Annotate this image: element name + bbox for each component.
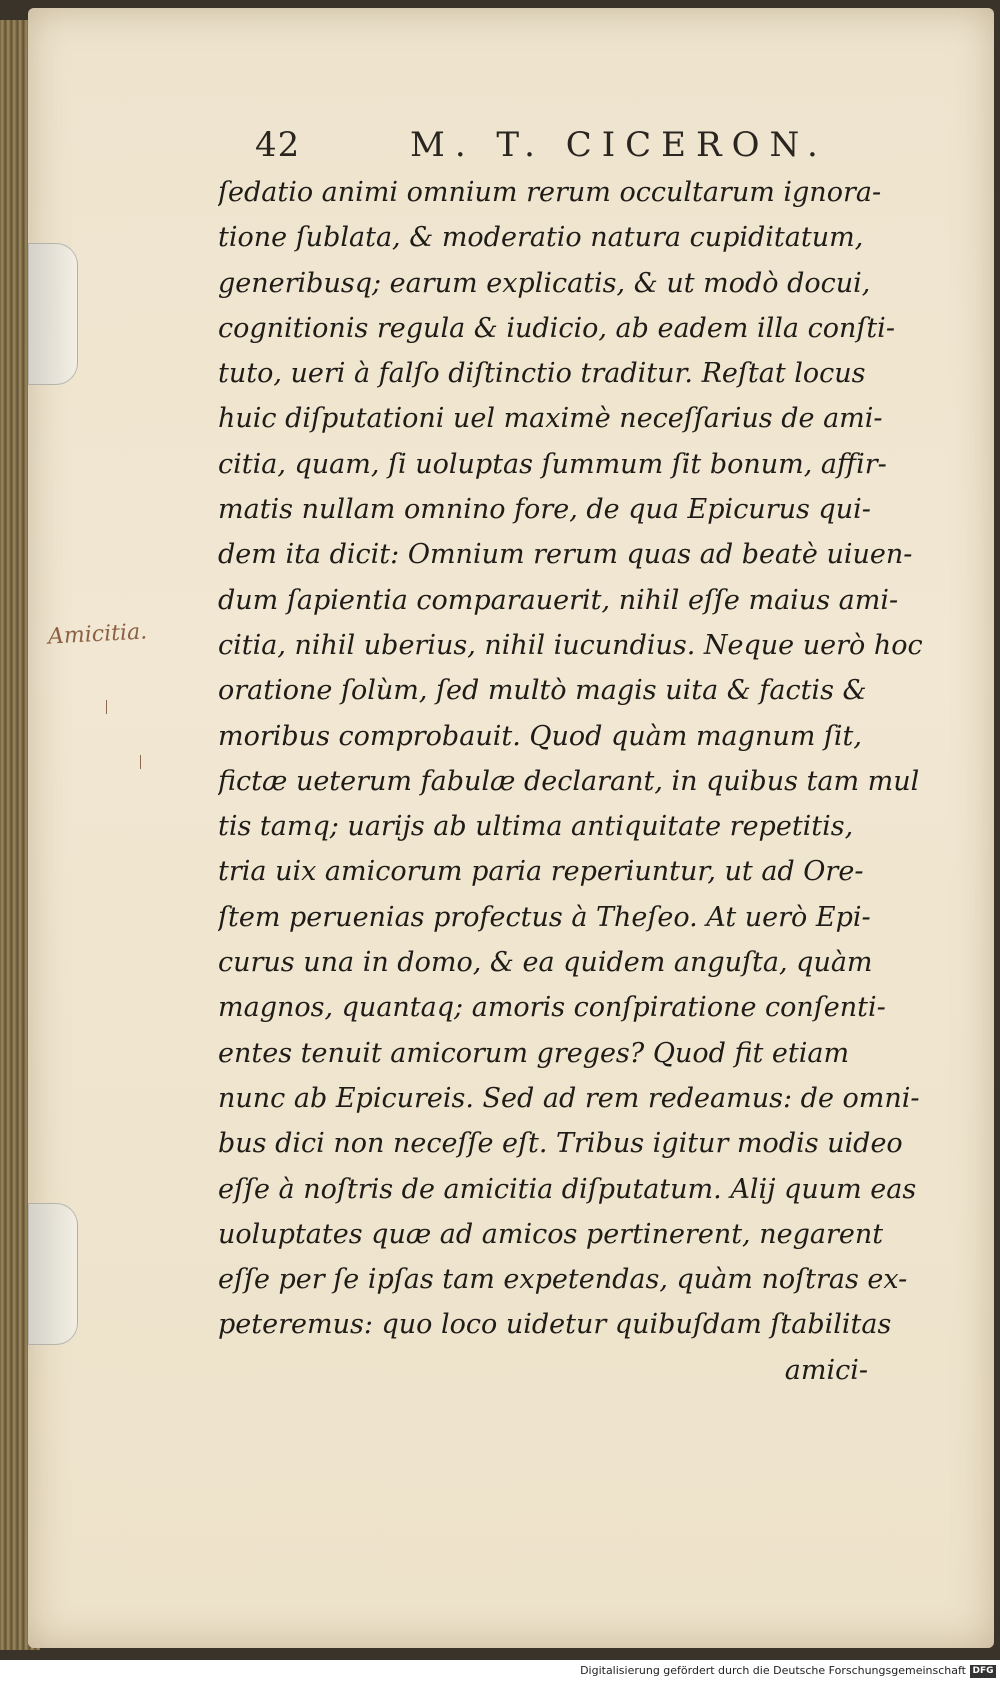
text-line: oratione ſolùm, ſed multò magis uita & factis &: [218, 675, 867, 707]
text-line: huic diſputationi uel maximè neceſſarius de ami-: [218, 403, 883, 435]
text-line: fictæ ueterum fabulæ declarant, in quibus tam mul: [218, 765, 920, 797]
text-line: nunc ab Epicureis. Sed ad rem redeamus: de omni-: [218, 1082, 920, 1114]
text-line: moribus comprobauit. Quod quàm magnum ſit,: [218, 720, 862, 752]
page-header: [255, 125, 828, 175]
text-line: eſſe per ſe ipſas tam expetendas, quàm noſtras ex-: [218, 1264, 908, 1296]
text-line: tuto, ueri à falſo diſtinctio traditur. Reſtat locus: [218, 358, 866, 390]
dfg-logo: DFG: [970, 1665, 996, 1678]
margin-mark: [140, 755, 141, 769]
body-text: [218, 170, 938, 1393]
text-line: citia, nihil uberius, nihil iucundius. Neque uerò hoc: [218, 629, 923, 661]
text-line: tis tamq; uarijs ab ultima antiquitate repetitis,: [218, 811, 854, 843]
text-line: tria uix amicorum paria reperiuntur, ut ad Ore-: [218, 856, 864, 888]
text-line: citia, quam, ſi uoluptas ſummum ſit bonum, affir-: [218, 448, 887, 480]
text-line: magnos, quantaq; amoris conſpiratione conſenti-: [218, 992, 886, 1024]
text-line: tione ſublata, & moderatio natura cupiditatum,: [218, 222, 864, 254]
text-line: dum ſapientia comparauerit, nihil eſſe maius ami-: [218, 584, 899, 616]
footer-bar: [0, 1662, 1000, 1682]
text-line: cognitionis regula & iudicio, ab eadem illa conſti-: [218, 312, 895, 344]
text-line: uoluptates quæ ad amicos pertinerent, negarent: [218, 1218, 884, 1250]
text-line: bus dici non neceſſe eſt. Tribus igitur modis uideo: [218, 1128, 903, 1160]
text-line: eſſe à noſtris de amicitia diſputatum. Alij quum eas: [218, 1173, 917, 1205]
running-head: M. T. CICERON.: [410, 125, 828, 165]
text-line: ſtem peruenias profectus à Theſeo. At uerò Epi-: [218, 901, 871, 933]
funding-credit: Digitalisierung gefördert durch die Deutsche Forschungsgemeinschaft: [580, 1664, 966, 1677]
page-clip-bottom: [28, 1203, 78, 1345]
text-line: ſedatio animi omnium rerum occultarum ignora-: [218, 177, 882, 208]
page-number: 42: [255, 125, 301, 165]
page-clip-top: [28, 243, 78, 385]
marginal-note: Amicitia.: [47, 619, 148, 650]
text-line: curus una in domo, & ea quidem anguſta, quàm: [218, 947, 873, 979]
margin-mark: [106, 700, 107, 714]
text-line: generibusq; earum explicatis, & ut modò docui,: [218, 267, 871, 299]
text-line: dem ita dicit: Omnium rerum quas ad beatè uiuen-: [218, 539, 913, 571]
text-line: peteremus: quo loco uidetur quibuſdam ſtabilitas: [218, 1309, 892, 1341]
text-line: entes tenuit amicorum greges? Quod fit etiam: [218, 1037, 850, 1069]
catchword: amici-: [784, 1354, 868, 1386]
text-line: matis nullam omnino fore, de qua Epicurus qui-: [218, 494, 871, 526]
